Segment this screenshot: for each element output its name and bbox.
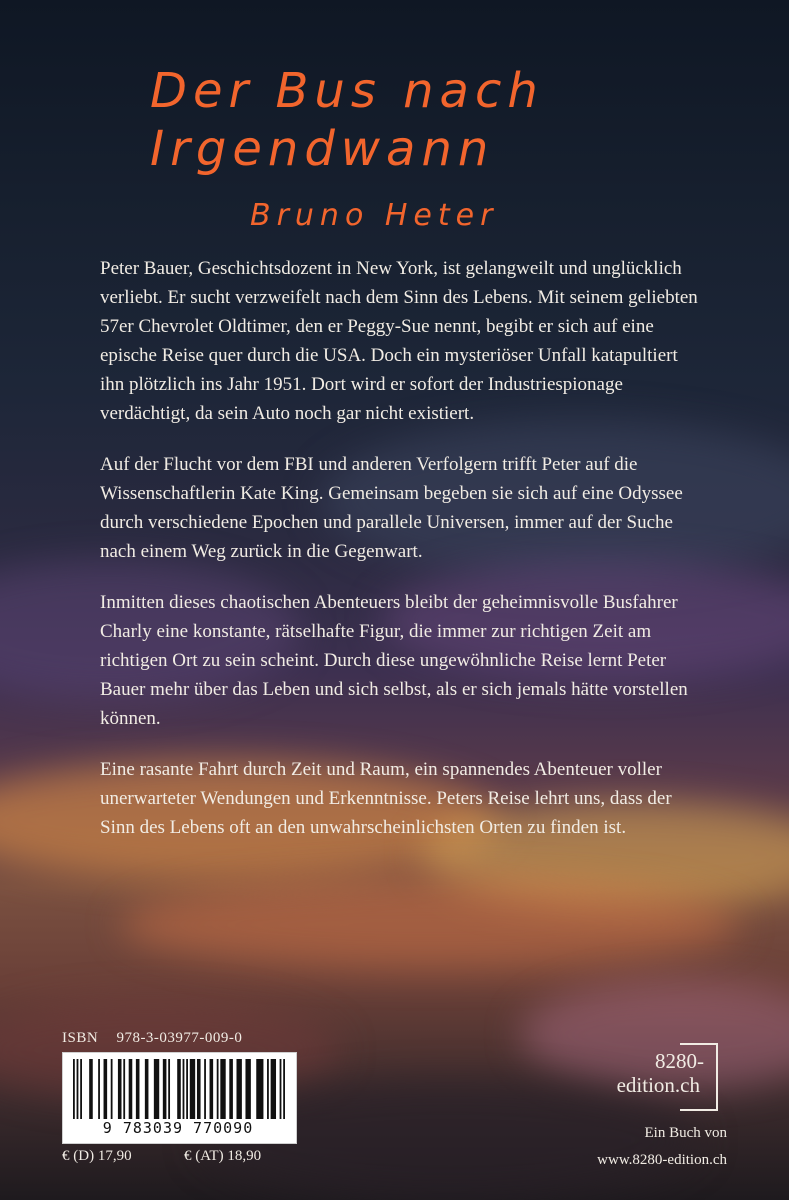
barcode-bar bbox=[77, 1059, 79, 1119]
book-author: Bruno Heter bbox=[250, 198, 499, 233]
blurb-paragraph: Auf der Flucht vor dem FBI und anderen Verfolgern trifft Peter auf die Wissenschaftlerin Kate King. Gemeinsam begeben sie sich auf eine Odyssee durch verschiedene Epochen und parallele Universen, immer auf der Suche nach einem Weg zurück in die Gegenwart. bbox=[100, 454, 683, 562]
barcode-bar bbox=[210, 1059, 214, 1119]
barcode-bar bbox=[283, 1059, 285, 1119]
barcode-bar bbox=[154, 1059, 159, 1119]
barcode-bar bbox=[245, 1059, 250, 1119]
barcode-digits: 9 783039 770090 bbox=[102, 1119, 254, 1137]
barcode-bar bbox=[145, 1059, 149, 1119]
price-germany: € (D) 17,90 bbox=[62, 1148, 132, 1164]
publisher-info bbox=[597, 1120, 727, 1174]
barcode-bar bbox=[168, 1059, 170, 1119]
barcode-bar bbox=[220, 1059, 225, 1119]
barcode-bar bbox=[190, 1059, 195, 1119]
barcode-bar bbox=[229, 1059, 233, 1119]
book-title-line-2: Irgendwann bbox=[150, 121, 495, 177]
book-title bbox=[150, 62, 670, 178]
barcode-bar bbox=[80, 1059, 82, 1119]
book-title-line-1: Der Bus nach bbox=[150, 63, 544, 119]
book-blurb bbox=[100, 254, 698, 864]
sunset-cloud bbox=[120, 880, 740, 970]
barcode-bar bbox=[136, 1059, 140, 1119]
blurb-paragraph: Inmitten dieses chaotischen Abenteuers bleibt der geheimnisvolle Busfahrer Charly eine konstante, rätselhafte Figur, die immer zur richtigen Zeit am richtigen Ort zu sein scheint. Durch diese ungewöhnliche Reise lernt Peter Bauer mehr über das Leben und sich selbst, als er sich jemals hätte vorstellen können. bbox=[100, 592, 688, 729]
barcode-bar bbox=[129, 1059, 133, 1119]
barcode-bar bbox=[111, 1059, 113, 1119]
barcode-bar bbox=[73, 1059, 75, 1119]
barcode-bar bbox=[267, 1059, 269, 1119]
publisher-logo bbox=[616, 1043, 722, 1107]
barcode-bar bbox=[163, 1059, 167, 1119]
barcode-bar bbox=[217, 1059, 219, 1119]
blurb-paragraph: Eine rasante Fahrt durch Zeit und Raum, ein spannendes Abenteuer voller unerwarteter Wendungen und Erkenntnisse. Peters Reise lehrt uns, dass der Sinn des Lebens oft an den unwahrscheinlichsten Orten zu finden ist. bbox=[100, 759, 672, 838]
publisher-logo-line-1: 8280- bbox=[655, 1049, 704, 1073]
publisher-logo-line-2: edition.ch bbox=[616, 1073, 700, 1097]
publisher-website: www.8280-edition.ch bbox=[597, 1152, 727, 1168]
price-line bbox=[62, 1148, 302, 1165]
barcode-bar bbox=[236, 1059, 241, 1119]
barcode-bar bbox=[177, 1059, 181, 1119]
barcode-bar bbox=[123, 1059, 125, 1119]
publisher-tagline: Ein Buch von bbox=[644, 1125, 727, 1141]
barcode-bar bbox=[98, 1059, 100, 1119]
barcode-bar bbox=[104, 1059, 108, 1119]
isbn-number: 978-3-03977-009-0 bbox=[116, 1030, 243, 1046]
barcode-bar bbox=[271, 1059, 276, 1119]
price-austria: € (AT) 18,90 bbox=[184, 1148, 262, 1164]
barcode bbox=[62, 1052, 297, 1144]
barcode-bar bbox=[204, 1059, 206, 1119]
barcode-bar bbox=[89, 1059, 93, 1119]
isbn-line bbox=[62, 1030, 242, 1047]
barcode-bar bbox=[197, 1059, 201, 1119]
barcode-bar bbox=[256, 1059, 263, 1119]
barcode-bar bbox=[118, 1059, 122, 1119]
isbn-label: ISBN bbox=[62, 1030, 99, 1046]
barcode-bars bbox=[73, 1059, 285, 1119]
blurb-paragraph: Peter Bauer, Geschichtsdozent in New York, ist gelangweilt und unglücklich verliebt. Er sucht verzweifelt nach dem Sinn des Lebens. Mit seinem geliebten 57er Chevrolet Oldtimer, den er Peggy-Sue nennt, begibt er sich auf eine epische Reise quer durch die USA. Doch ein mysteriöser Unfall katapultiert ihn plötzlich ins Jahr 1951. Dort wird er sofort der Industriespionage verdächtigt, da sein Auto noch gar nicht existiert. bbox=[100, 258, 698, 424]
barcode-bar bbox=[186, 1059, 188, 1119]
barcode-bar bbox=[280, 1059, 282, 1119]
barcode-bar bbox=[183, 1059, 185, 1119]
